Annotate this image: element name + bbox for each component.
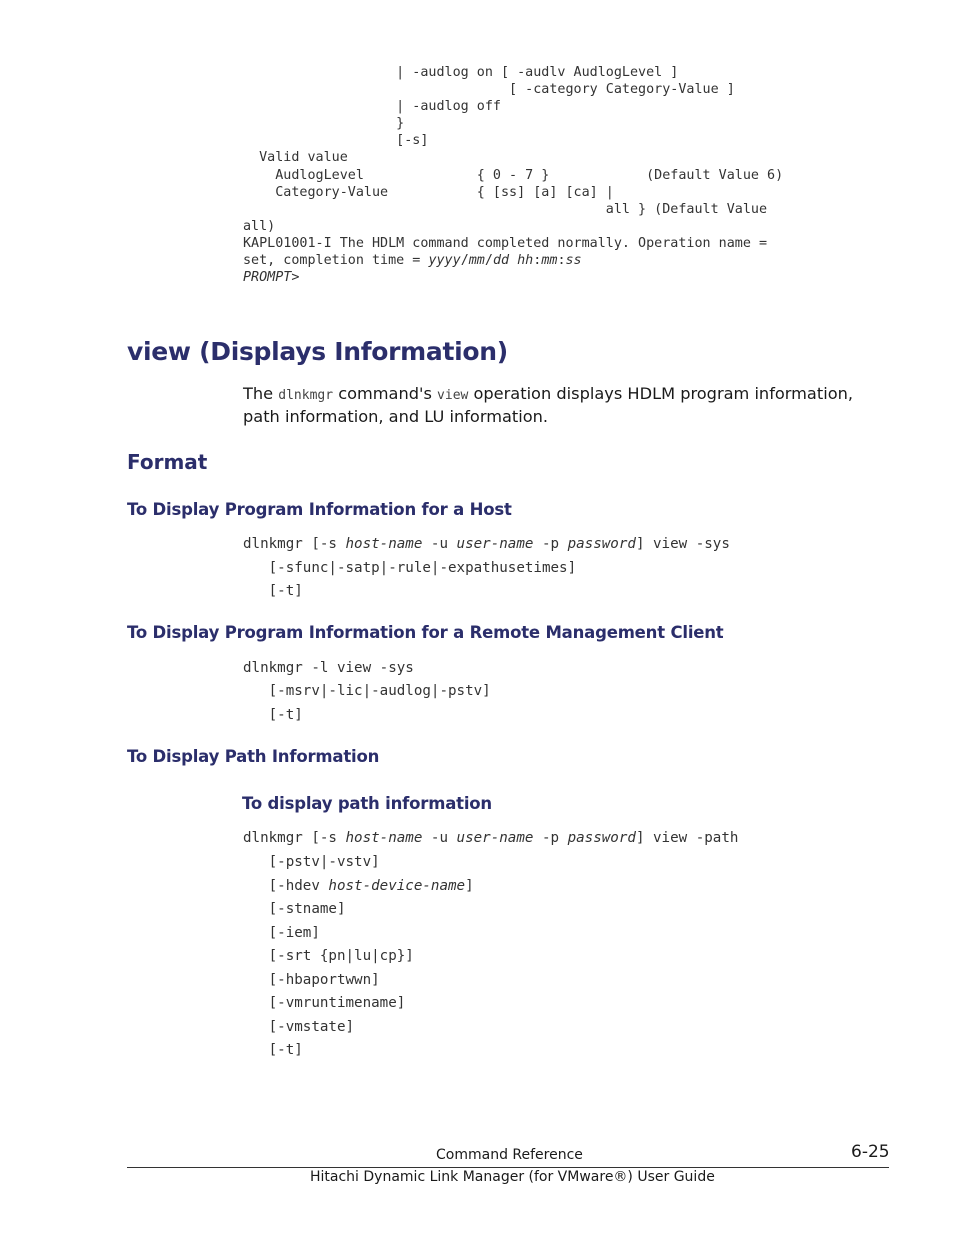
code-line: all) (243, 218, 276, 234)
code-var: mm (541, 253, 558, 269)
code-var: password (567, 830, 636, 846)
code-line: [-hbaportwwn] (243, 972, 380, 988)
code-line: [-vmstate] (243, 1019, 355, 1035)
code-text: : (557, 253, 566, 269)
code-line: | -audlog on [ -audlv AudlogLevel ] (243, 65, 679, 80)
code-line (243, 270, 299, 285)
code-text: -p (533, 830, 568, 846)
inline-code: view (437, 388, 469, 403)
code-text: / (484, 253, 493, 269)
code-line: [-sfunc|-satp|-rule|-expathusetimes] (243, 560, 577, 576)
code-text (509, 253, 517, 268)
code-line: KAPL01001-I The HDLM command completed normally. Operation name = (243, 235, 768, 251)
code-line: Category-Value { [ss] [a] [ca] | (243, 184, 614, 200)
code-line: AudlogLevel { 0 - 7 } (Default Value 6) (243, 167, 784, 183)
code-line: dlnkmgr -l view -sys (243, 660, 414, 676)
remote-heading: To Display Program Information for a Remote Management Client (127, 623, 724, 642)
code-line (243, 253, 582, 268)
code-block-audlog (243, 64, 783, 286)
section-title: view (Displays Information) (127, 337, 508, 366)
format-heading: Format (127, 450, 208, 474)
code-line (243, 536, 730, 552)
code-text: -u (422, 536, 457, 552)
code-text: dlnkmgr [-s (243, 830, 346, 846)
code-text: -u (422, 830, 457, 846)
code-text: > (291, 270, 300, 286)
code-line: [-pstv|-vstv] (243, 854, 380, 870)
code-var: host-name (345, 830, 423, 846)
code-var: mm (468, 253, 485, 269)
code-text: [-hdev (243, 878, 329, 894)
code-var: hh (517, 253, 534, 269)
code-text: ] view -path (635, 830, 739, 846)
code-line: [-t] (243, 707, 303, 723)
code-var: user-name (456, 536, 534, 552)
intro-paragraph (243, 383, 893, 427)
code-line: [-s] (243, 133, 429, 149)
code-var: dd (492, 253, 510, 269)
footer-divider (127, 1167, 889, 1168)
code-text: / (460, 253, 469, 269)
code-var: ss (565, 253, 582, 269)
path-heading: To Display Path Information (127, 747, 380, 766)
path-subheading: To display path information (242, 794, 492, 813)
code-block-path (243, 829, 738, 847)
code-line: [-srt {pn|lu|cp}] (243, 948, 414, 964)
intro-text: command's (333, 384, 438, 403)
code-var: password (567, 536, 636, 552)
footer-guide-title: Hitachi Dynamic Link Manager (for VMware®) User Guide (310, 1169, 715, 1185)
code-line: [-iem] (243, 925, 320, 941)
code-var: host-device-name (328, 878, 466, 894)
code-line: } (243, 116, 405, 132)
host-heading: To Display Program Information for a Host (127, 500, 512, 519)
code-line: [ -category Category-Value ] (243, 82, 735, 98)
intro-text: operation displays HDLM program information, path information, and LU information. (243, 384, 854, 426)
code-line: [-t] (243, 583, 303, 599)
intro-text: The (243, 384, 279, 403)
code-var: yyyy (428, 253, 461, 269)
inline-code: dlnkmgr (278, 388, 334, 403)
code-var: PROMPT (243, 270, 292, 286)
code-line: [-stname] (243, 901, 346, 917)
code-text: dlnkmgr [-s (243, 536, 346, 552)
page-number: 6-25 (851, 1142, 890, 1162)
code-text: : (533, 253, 542, 269)
code-line: [-msrv|-lic|-audlog|-pstv] (243, 683, 491, 699)
code-line (243, 830, 738, 846)
code-line: Valid value (243, 150, 348, 166)
code-text: -p (533, 536, 568, 552)
code-line: [-vmruntimename] (243, 995, 406, 1011)
footer-section-name: Command Reference (436, 1147, 583, 1163)
code-text: ] view -sys (635, 536, 730, 552)
code-text: set, completion time = (243, 253, 429, 269)
code-line (243, 877, 474, 895)
code-line: [-t] (243, 1042, 303, 1058)
code-var: host-name (345, 536, 423, 552)
code-var: user-name (456, 830, 534, 846)
code-block-host (243, 535, 730, 553)
code-line: | -audlog off (243, 99, 501, 115)
code-text: ] (465, 878, 474, 894)
code-line: all } (Default Value (243, 201, 768, 217)
